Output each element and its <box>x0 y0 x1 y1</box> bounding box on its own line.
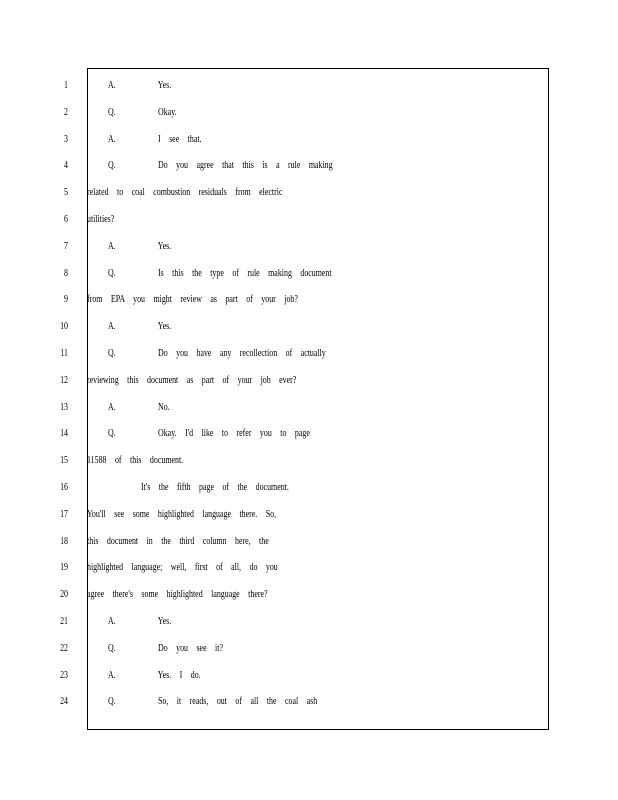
transcript-line <box>0 584 618 604</box>
line-number: 5 <box>64 186 68 199</box>
transcript-line <box>0 504 618 524</box>
line-number: 2 <box>64 105 68 118</box>
transcript-line <box>0 423 618 443</box>
transcript-line <box>0 75 618 95</box>
transcript-line <box>0 557 618 577</box>
line-number: 18 <box>60 534 68 547</box>
line-number: 20 <box>60 588 68 601</box>
transcript-line <box>0 182 618 202</box>
line-number: 3 <box>64 132 68 145</box>
transcript-line <box>0 263 618 283</box>
line-text: A. Yes. I do. <box>108 668 201 681</box>
line-text: A. No. <box>108 400 170 413</box>
line-text: A. Yes. <box>108 615 172 627</box>
transcript-line <box>0 236 618 256</box>
line-number: 21 <box>60 615 68 627</box>
line-text: Q. Do you have any recollection of actually <box>108 347 326 359</box>
line-number: 10 <box>60 320 68 333</box>
line-number: 19 <box>60 561 68 574</box>
transcript-line <box>0 343 618 363</box>
line-number: 23 <box>60 668 68 681</box>
line-text: Q. Do you see it? <box>108 641 223 654</box>
line-number: 7 <box>64 239 68 252</box>
line-text: Q. Is this the type of rule making document <box>108 266 332 279</box>
line-number: 24 <box>60 695 68 708</box>
transcript-line <box>0 102 618 122</box>
transcript-line <box>0 397 618 417</box>
transcript-line <box>0 450 618 470</box>
transcript-line <box>0 370 618 390</box>
line-text: Q. Okay. I'd like to refer you to page <box>108 427 310 440</box>
line-text: from EPA you might review as part of your job? <box>87 293 298 306</box>
line-text: Q. Do you agree that this is a rule making <box>108 159 333 172</box>
transcript-line <box>0 611 618 631</box>
transcript-line <box>0 477 618 497</box>
line-number: 11 <box>60 347 68 359</box>
line-number: 14 <box>60 427 68 440</box>
line-number: 4 <box>64 159 68 172</box>
line-number: 6 <box>64 213 68 225</box>
line-number: 12 <box>60 373 68 386</box>
line-text: Q. So, it reads, out of all the coal ash <box>108 695 318 708</box>
transcript-line <box>0 155 618 175</box>
line-number: 15 <box>60 454 68 467</box>
transcript-line <box>0 638 618 658</box>
line-text: Q. Okay. <box>108 105 177 118</box>
line-number: 16 <box>60 481 68 493</box>
line-text: related to coal combustion residuals from electric <box>87 186 283 199</box>
line-text: A. Yes. <box>108 79 172 91</box>
line-number: 1 <box>64 79 68 91</box>
line-number: 8 <box>64 266 68 279</box>
line-text: You'll see some highlighted language there. So, <box>87 507 277 520</box>
transcript-line <box>0 289 618 309</box>
transcript-line <box>0 129 618 149</box>
line-text: A. I see that. <box>108 132 202 145</box>
transcript-line <box>0 665 618 685</box>
transcript-line <box>0 691 618 711</box>
line-text: agree there's some highlighted language there? <box>87 588 268 601</box>
line-number: 17 <box>60 507 68 520</box>
line-text: A. Yes. <box>108 320 172 333</box>
line-text: highlighted language; well, first of all, do you <box>87 561 278 574</box>
line-number: 13 <box>60 400 68 413</box>
line-text: reviewing this document as part of your job ever? <box>87 373 297 386</box>
transcript-line <box>0 209 618 229</box>
line-text: A. Yes. <box>108 239 172 252</box>
line-number: 9 <box>64 293 68 306</box>
line-text: 11588 of this document. <box>87 454 184 467</box>
line-number: 22 <box>60 641 68 654</box>
line-text: this document in the third column here, the <box>87 534 269 547</box>
line-text: utilities? <box>87 213 115 225</box>
transcript-line <box>0 531 618 551</box>
transcript-line <box>0 316 618 336</box>
line-text: It's the fifth page of the document. <box>141 481 289 493</box>
